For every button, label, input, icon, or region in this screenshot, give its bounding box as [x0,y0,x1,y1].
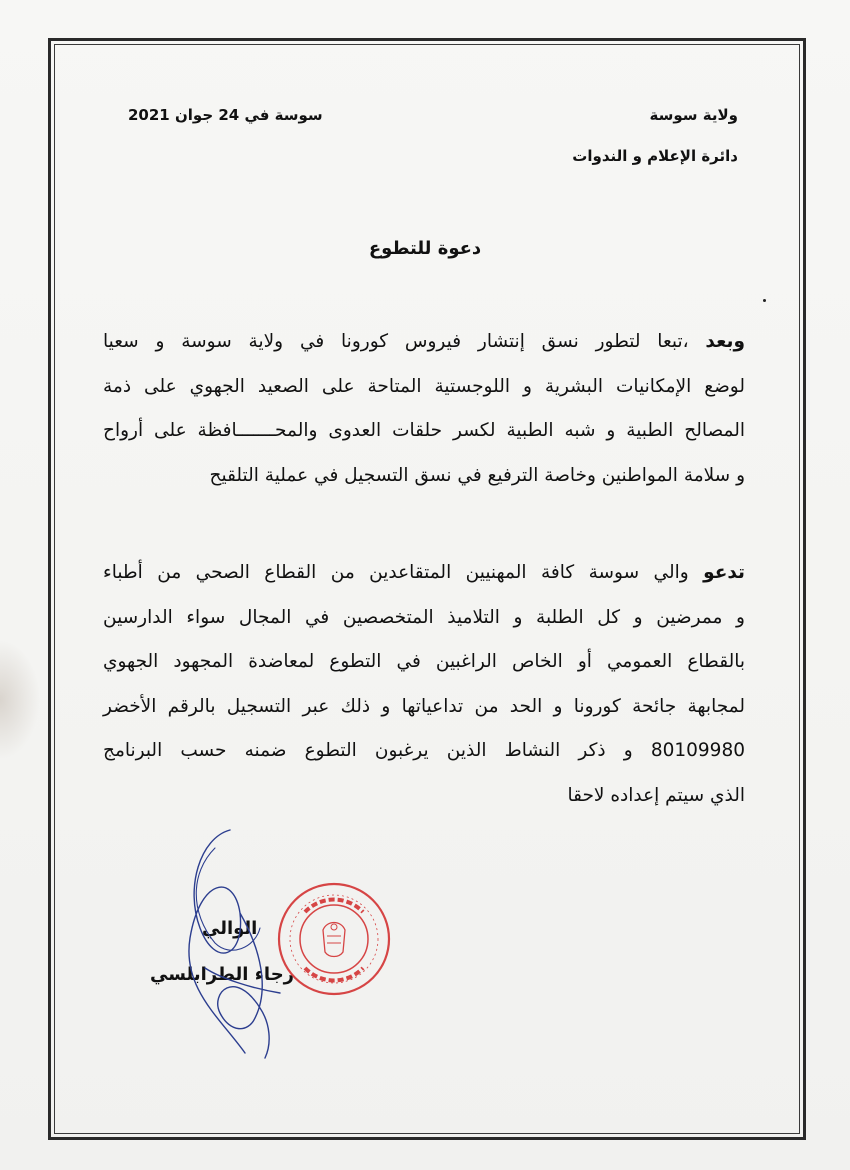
paragraph-line: لمجابهة جائحة كورونا و الحد من تداعياتها و ذلك عبر التسجيل بالرقم الأخضر [103,695,745,717]
signatory-title: الوالي [202,918,258,939]
header-department: دائرة الإعلام و الندوات [572,147,738,165]
paragraph-line-text: ،تبعا لتطور نسق إنتشار فيروس كورونا في ولاية سوسة و سعيا [103,331,689,352]
paragraph-line: لوضع الإمكانيات البشرية و اللوجستية المتاحة على الصعيد الجهوي على ذمة [103,375,745,397]
paragraph-line: المصالح الطبية و شبه الطبية لكسر حلقات العدوى والمحـــــــافظة على أرواح [103,420,745,441]
paragraph-lead-word: وبعد [705,331,745,352]
paragraph-line: و سلامة المواطنين وخاصة الترفيع في نسق التسجيل في عملية التلقيح [209,464,745,486]
paragraph-line-text: والي سوسة كافة المهنيين المتقاعدين من القطاع الصحي من أطباء [103,562,689,583]
header-date: سوسة في 24 جوان 2021 [128,106,323,124]
official-seal-stamp [275,880,393,998]
paper-stain [0,640,40,760]
ink-dot [763,299,766,302]
paragraph-line: بالقطاع العمومي أو الخاص الراغبين في التطوع لمعاضدة المجهود الجهوي [103,651,745,672]
paragraph-line [103,551,745,596]
paragraph-line: الذي سيتم إعداده لاحقا [567,784,745,806]
paragraph-line: 80109980 و ذكر النشاط الذين يرغبون التطوع ضمنه حسب البرنامج [103,740,745,761]
paragraph-line [103,320,745,365]
document-title: دعوة للتطوع [368,238,482,259]
header-governorate: ولاية سوسة [649,106,738,124]
paragraph-invitation [103,551,745,818]
signatory-name: رجاء الطرابلسي [150,964,295,985]
paragraph-lead-word: تدعو [703,562,745,583]
paragraph-line: و ممرضين و كل الطلبة و التلاميذ المتخصصين في المجال سواء الدارسين [103,606,745,628]
paragraph-intro [103,320,745,498]
